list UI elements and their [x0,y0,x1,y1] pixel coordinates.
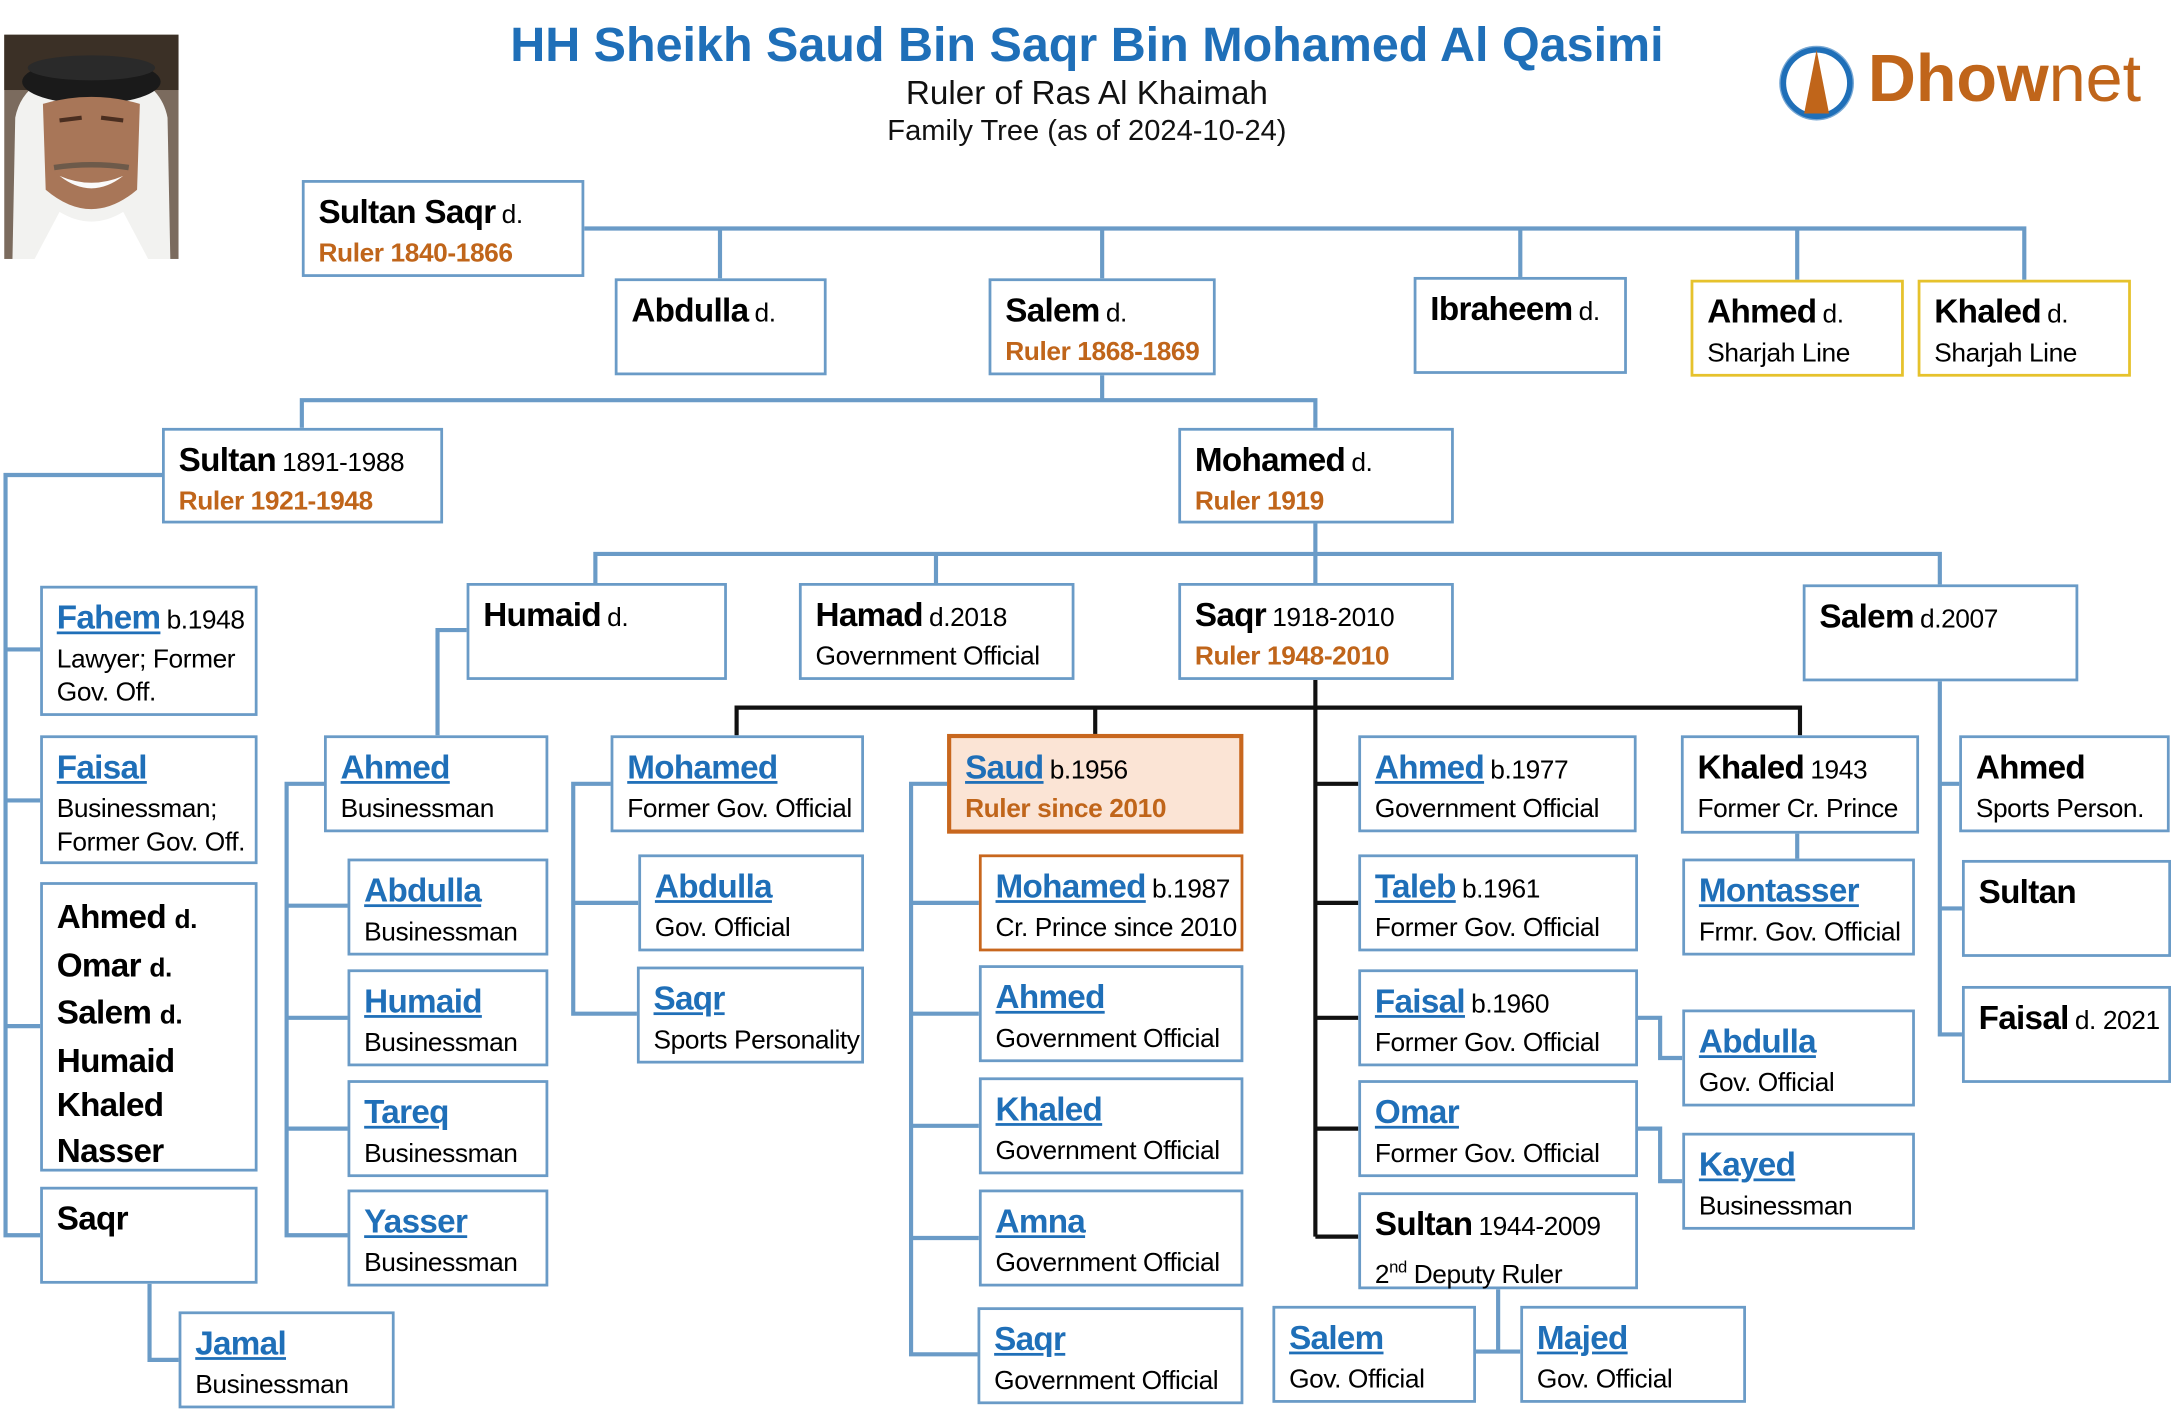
node-saqr-saud-son[interactable]: Saqr Government Official [978,1307,1244,1404]
node-saqr-sports[interactable]: Saqr Sports Personality [637,967,864,1064]
node-mohamed-1919: Mohamed d. Ruler 1919 [1178,428,1454,524]
node-faisal-left[interactable]: Faisal Businessman; Former Gov. Off. [40,735,257,864]
node-saud-ruler[interactable]: Saud b.1956 Ruler since 2010 [947,734,1243,834]
node-hamad: Hamad d.2018 Government Official [799,583,1075,680]
portrait-photo [4,35,178,259]
node-montasser[interactable]: Montasser Frmr. Gov. Official [1682,859,1915,956]
node-fahem[interactable]: Fahem b.1948 Lawyer; Former Gov. Off. [40,586,257,716]
node-ibraheem: Ibraheem d. [1414,277,1627,374]
page-subtitle-date: Family Tree (as of 2024-10-24) [887,114,1287,147]
node-ahmed-saud-son[interactable]: Ahmed Government Official [979,965,1243,1062]
node-faisal-1960[interactable]: Faisal b.1960 Former Gov. Official [1358,969,1638,1066]
dhow-sail-icon [1776,42,1856,125]
node-sultan-1891: Sultan 1891-1988 Ruler 1921-1948 [162,428,443,524]
node-salem-2007: Salem d.2007 [1803,584,2079,681]
node-omar[interactable]: Omar Former Gov. Official [1358,1080,1638,1177]
node-saqr-left: Saqr [40,1187,257,1284]
dhownet-logo [1776,36,2164,133]
node-majed[interactable]: Majed Gov. Official [1520,1306,1746,1403]
page-subtitle: Ruler of Ras Al Khaimah [905,74,1268,113]
node-abdulla-faisal-son[interactable]: Abdulla Gov. Official [1682,1010,1915,1107]
node-khaled-saud-son[interactable]: Khaled Government Official [979,1077,1243,1174]
node-ahmed-1977[interactable]: Ahmed b.1977 Government Official [1358,735,1636,832]
page-title: HH Sheikh Saud Bin Saqr Bin Mohamed Al Qasimi [510,18,1664,73]
logo-text-light: net [2048,42,2142,117]
node-sultan-right: Sultan [1962,860,2171,957]
node-kayed[interactable]: Kayed Businessman [1682,1133,1915,1230]
node-ahmed-sports: Ahmed Sports Person. [1959,735,2169,832]
node-humaid: Humaid d. [467,583,727,680]
node-yasser[interactable]: Yasser Businessman [348,1190,549,1287]
node-sultan-sons-group: Ahmed d. Omar d. Salem d. Humaid Khaled Nasser [40,882,257,1171]
node-taleb[interactable]: Taleb b.1961 Former Gov. Official [1358,854,1638,951]
node-sultan-saqr: Sultan Saqr d. Ruler 1840-1866 [302,180,584,277]
node-sultan-1944: Sultan 1944-2009 2nd Deputy Ruler [1358,1192,1638,1289]
node-khaled-1943: Khaled 1943 Former Cr. Prince [1681,735,1919,833]
node-abdulla-businessman[interactable]: Abdulla Businessman [348,859,549,956]
node-humaid-businessman[interactable]: Humaid Businessman [348,969,549,1066]
node-abdulla: Abdulla d. [615,278,827,375]
node-mohamed-crown-prince[interactable]: Mohamed b.1987 Cr. Prince since 2010 [979,854,1243,951]
node-mohamed-former-gov[interactable]: Mohamed Former Gov. Official [611,735,864,832]
node-khaled-sharjah: Khaled d. Sharjah Line [1918,280,2131,377]
node-amna[interactable]: Amna Government Official [979,1190,1243,1287]
node-jamal[interactable]: Jamal Businessman [179,1311,395,1408]
node-ahmed-humaid-son[interactable]: Ahmed Businessman [324,735,548,832]
node-tareq[interactable]: Tareq Businessman [348,1080,549,1177]
node-saqr-1918: Saqr 1918-2010 Ruler 1948-2010 [1178,583,1454,680]
node-salem-gov[interactable]: Salem Gov. Official [1272,1306,1476,1403]
node-ahmed-sharjah: Ahmed d. Sharjah Line [1691,280,1904,377]
node-abdulla-gov[interactable]: Abdulla Gov. Official [638,854,864,951]
node-faisal-2021: Faisal d. 2021 [1962,986,2171,1083]
node-salem-ruler: Salem d. Ruler 1868-1869 [989,278,1216,375]
logo-text-bold: Dhow [1867,42,2049,117]
